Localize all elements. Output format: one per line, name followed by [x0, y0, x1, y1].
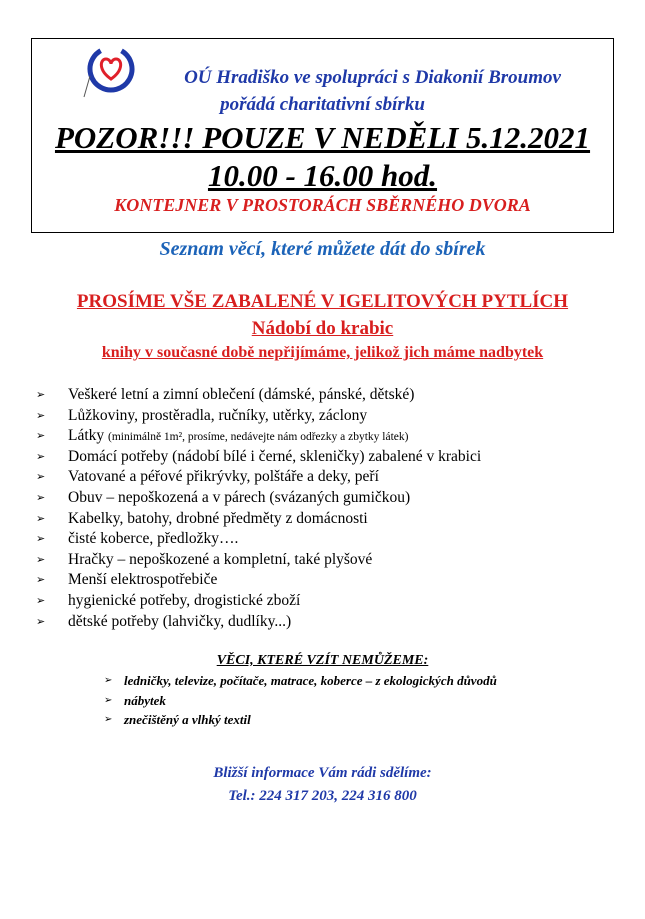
arrow-bullet-icon: ➢	[104, 694, 113, 706]
organizer-subline: pořádá charitativní sbírku	[220, 94, 425, 115]
list-item: ➢ Vatované a péřové přikrývky, polštáře a deky, peří	[36, 467, 481, 488]
arrow-bullet-icon: ➢	[36, 593, 46, 607]
organizer-line: OÚ Hradiško ve spolupráci s Diakonií Broumov	[184, 67, 561, 88]
arrow-bullet-icon: ➢	[36, 552, 46, 566]
list-item: ➢ Obuv – nepoškozená a v párech (svázaných gumičkou)	[36, 488, 481, 509]
list-item: ➢ Kabelky, batohy, drobné předměty z domácnosti	[36, 509, 481, 530]
list-item: ➢ Veškeré letní a zimní oblečení (dámské, pánské, dětské)	[36, 385, 481, 406]
not-accepted-title: VĚCI, KTERÉ VZÍT NEMŮŽEME:	[216, 653, 429, 668]
arrow-bullet-icon: ➢	[104, 714, 113, 725]
list-item: ➢ dětské potřeby (lahvičky, dudlíky...)	[36, 612, 481, 633]
list-item: ➢ nábytek	[104, 691, 497, 711]
arrow-bullet-icon: ➢	[36, 449, 46, 463]
dishes-notice: Nádobí do krabic	[251, 318, 394, 339]
list-item: ➢ znečištěný a vlhký textil	[104, 710, 497, 730]
list-item: ➢ čisté koberce, předložky….	[36, 529, 481, 550]
arrow-bullet-icon: ➢	[36, 573, 46, 587]
header-box	[31, 38, 614, 233]
not-accepted-list	[104, 671, 497, 730]
arrow-bullet-icon: ➢	[36, 490, 46, 504]
arrow-bullet-icon: ➢	[36, 511, 46, 525]
list-subtitle: Seznam věcí, které můžete dát do sbírek	[159, 238, 486, 260]
bags-notice: PROSÍME VŠE ZABALENÉ V IGELITOVÝCH PYTLÍCH	[76, 291, 569, 312]
arrow-bullet-icon: ➢	[36, 429, 46, 443]
accepted-items-list	[36, 385, 481, 632]
contact-phones: Tel.: 224 317 203, 224 316 800	[228, 788, 417, 804]
contact-line: Bližší informace Vám rádi sdělíme:	[213, 765, 432, 781]
arrow-bullet-icon: ➢	[36, 470, 46, 484]
time-headline: 10.00 - 16.00 hod.	[207, 158, 438, 193]
books-notice: knihy v současné době nepřijímáme, jelikož jich máme nadbytek	[101, 344, 544, 361]
arrow-bullet-icon: ➢	[104, 675, 113, 686]
list-item: ➢ Domácí potřeby (nádobí bílé i černé, skleničky) zabalené v krabici	[36, 447, 481, 468]
list-item: ➢ hygienické potřeby, drogistické zboží	[36, 591, 481, 612]
list-item: ➢ Látky (minimálně 1m², prosíme, nedávejte nám odřezky a zbytky látek)	[36, 426, 481, 447]
list-item: ➢ Lůžkoviny, prostěradla, ručníky, utěrky, záclony	[36, 406, 481, 427]
list-item: ➢ Hračky – nepoškozené a kompletní, také plyšové	[36, 550, 481, 571]
arrow-bullet-icon: ➢	[36, 408, 46, 422]
arrow-bullet-icon: ➢	[36, 388, 46, 401]
arrow-bullet-icon: ➢	[36, 614, 46, 628]
list-item: ➢ ledničky, televize, počítače, matrace, koberce – z ekologických důvodů	[104, 671, 497, 691]
list-item: ➢ Menší elektrospotřebiče	[36, 570, 481, 591]
location-line: KONTEJNER V PROSTORÁCH SBĚRNÉHO DVORA	[114, 195, 531, 215]
date-headline: POZOR!!! POUZE V NEDĚLI 5.12.2021	[54, 120, 591, 155]
arrow-bullet-icon: ➢	[36, 532, 46, 546]
fabric-note: (minimálně 1m², prosíme, nedávejte nám odřezky a zbytky látek)	[108, 431, 409, 444]
